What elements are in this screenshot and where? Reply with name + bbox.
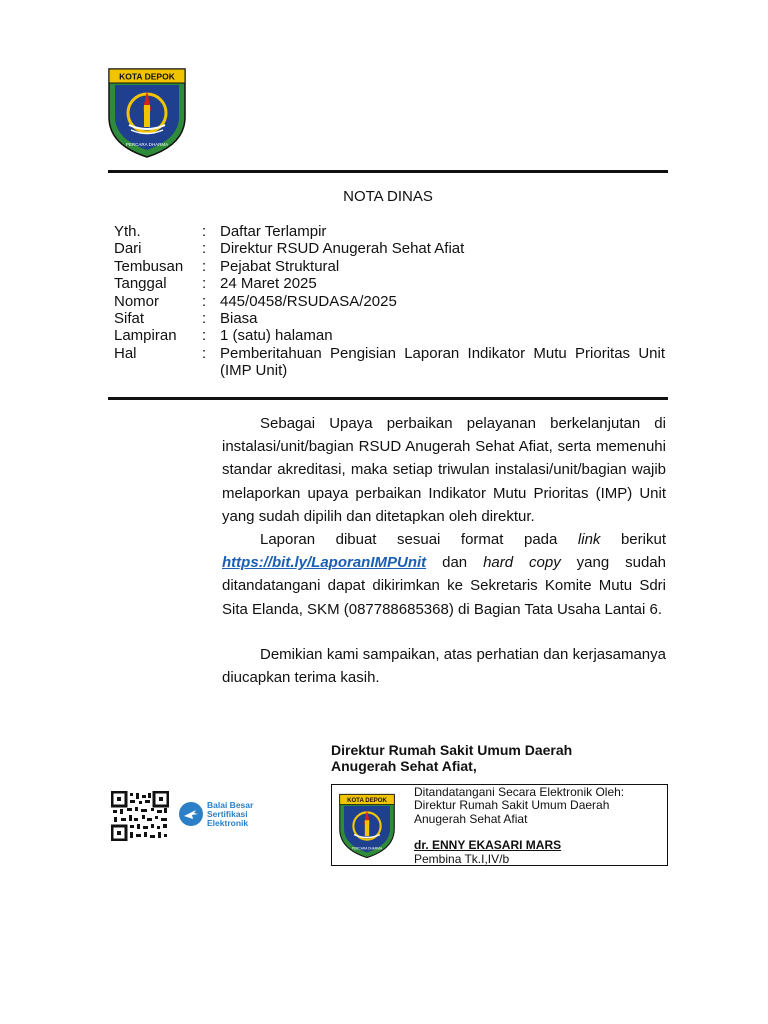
meta-colon: : <box>202 327 207 345</box>
document-title: NOTA DINAS <box>343 188 433 205</box>
meta-colon: : <box>202 310 207 328</box>
p2-text-c: dan <box>426 554 484 572</box>
signatory-name: dr. ENNY EKASARI MARS <box>414 838 562 853</box>
meta-row-sifat <box>114 310 670 327</box>
meta-colon: : <box>202 240 207 258</box>
meta-label: Yth. <box>114 223 141 240</box>
meta-label: Tanggal <box>114 275 167 293</box>
memo-body <box>222 412 666 689</box>
bsre-line-3: Elektronik <box>207 818 249 828</box>
signatory-line-1: Direktur Rumah Sakit Umum Daerah <box>331 742 573 758</box>
meta-row-dari <box>114 240 670 257</box>
signatory-title <box>331 742 671 774</box>
bsre-line-2: Sertifikasi <box>207 809 248 819</box>
p2-text-a: Laporan dibuat sesuai format pada <box>260 531 578 549</box>
bsre-line-1: Balai Besar <box>207 800 254 810</box>
meta-value: Pemberitahuan Pengisian Laporan Indikator Mutu Prioritas Unit (IMP Unit) <box>220 344 665 380</box>
meta-value: Pejabat Struktural <box>220 257 340 275</box>
e-signature-text <box>414 786 664 866</box>
p2-text-b: berikut <box>600 531 666 549</box>
report-link[interactable]: https://bit.ly/LaporanIMPUnit <box>222 554 427 572</box>
e-sign-line-1: Ditandatangani Secara Elektronik Oleh: <box>414 785 625 799</box>
memo-header <box>114 223 670 380</box>
meta-colon: : <box>202 223 207 240</box>
meta-row-nomor <box>114 293 670 310</box>
meta-value: Direktur RSUD Anugerah Sehat Afiat <box>220 240 465 258</box>
meta-label: Nomor <box>114 292 160 310</box>
body-paragraph-1: Sebagai Upaya perbaikan pelayanan berkelanjutan di instalasi/unit/bagian RSUD Anugerah Sehat Afiat, serta memenuhi standar akreditasi, maka setiap triwulan instalasi/unit/bagian wajib melaporkan upaya perbaikan Indikator Mutu Prioritas (IMP) Unit yang sudah dipilih dan ditetapkan oleh direktur. <box>222 415 666 525</box>
meta-colon: : <box>202 292 207 310</box>
meta-label: Lampiran <box>114 327 177 345</box>
meta-label: Hal <box>114 344 137 362</box>
p2-link-word: link <box>577 531 601 549</box>
meta-colon: : <box>202 257 207 275</box>
meta-label: Tembusan <box>114 257 184 275</box>
meta-colon: : <box>202 344 207 362</box>
meta-row-yth <box>114 223 670 240</box>
meta-colon: : <box>202 275 207 293</box>
bsre-logo-icon <box>178 801 204 827</box>
paragraph-gap <box>222 621 666 643</box>
bsre-label <box>207 801 253 828</box>
p2-hardcopy: hard copy <box>483 554 561 572</box>
header-rule <box>108 170 668 173</box>
meta-value: Daftar Terlampir <box>220 223 327 240</box>
kota-depok-logo-small <box>338 793 396 859</box>
section-rule <box>108 397 668 400</box>
meta-value: 1 (satu) halaman <box>220 327 333 345</box>
e-sign-line-2: Direktur Rumah Sakit Umum Daerah <box>414 798 610 813</box>
body-paragraph-3: Demikian kami sampaikan, atas perhatian dan kerjasamanya diucapkan terima kasih. <box>222 645 666 687</box>
meta-value: 445/0458/RSUDASA/2025 <box>220 292 397 310</box>
signatory-rank: Pembina Tk.I,IV/b <box>414 851 510 866</box>
meta-row-hal <box>114 345 670 380</box>
logo-motto-small: PERCARA DHARMA <box>351 846 383 851</box>
meta-label: Dari <box>114 240 142 258</box>
p2-text-d: yang sudah ditandatangani dapat dikirimkan ke Sekretaris Komite Mutu Sdri Sita Elanda, SKM (087788685368) di Bagian Tata Usaha Lantai 6. <box>222 554 666 618</box>
meta-value: 24 Maret 2025 <box>220 275 317 293</box>
meta-row-tanggal <box>114 275 670 292</box>
meta-row-lampiran <box>114 327 670 344</box>
signatory-line-2: Anugerah Sehat Afiat, <box>331 758 477 774</box>
logo-text-small: KOTA DEPOK <box>347 796 387 804</box>
body-paragraph-2 <box>222 528 666 621</box>
meta-label: Sifat <box>114 310 145 328</box>
logo-text: KOTA DEPOK <box>119 71 175 82</box>
meta-value: Biasa <box>220 310 258 328</box>
meta-row-tembusan <box>114 258 670 275</box>
qr-code-icon <box>111 791 169 841</box>
e-sign-line-3: Anugerah Sehat Afiat <box>414 811 528 826</box>
logo-motto: PERCARA DHARMA <box>125 142 169 147</box>
kota-depok-logo <box>107 67 187 159</box>
